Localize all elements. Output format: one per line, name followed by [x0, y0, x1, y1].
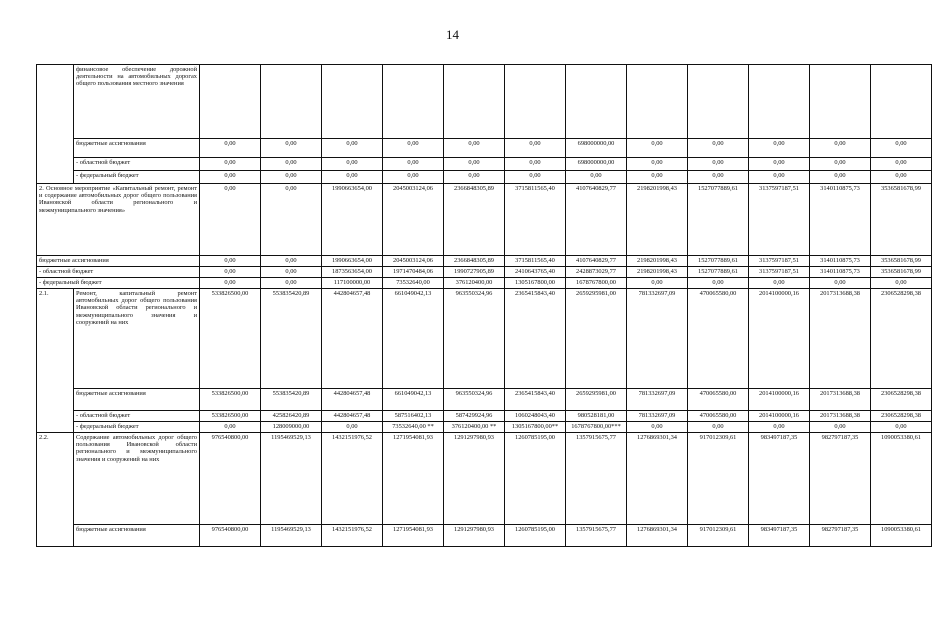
value-cell: 425826420,89 — [261, 411, 322, 422]
value-cell: 1260785195,00 — [505, 433, 566, 525]
value-cell: 917012309,61 — [688, 433, 749, 525]
table-row — [37, 65, 932, 139]
value-cell: 3715811565,40 — [505, 184, 566, 256]
value-cell: 0,00 — [444, 171, 505, 184]
value-cell: 442804657,48 — [322, 389, 383, 411]
value-cell: 1271954081,93 — [383, 525, 444, 547]
value-cell: 0,00 — [688, 278, 749, 289]
table-row — [37, 525, 932, 547]
table-row — [37, 289, 932, 389]
value-cell: 1432151976,52 — [322, 525, 383, 547]
value-cell: 0,00 — [505, 158, 566, 171]
value-cell: 1357915675,77 — [566, 433, 627, 525]
value-cell: 73532640,00 — [383, 278, 444, 289]
table-row — [37, 256, 932, 267]
value-cell: 781332697,09 — [627, 411, 688, 422]
value-cell: 0,00 — [322, 422, 383, 433]
value-cell: 0,00 — [261, 267, 322, 278]
value-cell: 3715811565,40 — [505, 256, 566, 267]
row-label: бюджетные ассигнования — [74, 389, 200, 411]
value-cell: 0,00 — [810, 278, 871, 289]
value-cell: 533826500,00 — [200, 389, 261, 411]
value-cell: 2198201998,43 — [627, 184, 688, 256]
value-cell: 0,00 — [505, 139, 566, 158]
value-cell: 963550324,96 — [444, 289, 505, 389]
table-row — [37, 389, 932, 411]
value-cell: 2428873029,77 — [566, 267, 627, 278]
value-cell: 1090053380,61 — [871, 433, 932, 525]
table-row — [37, 278, 932, 289]
value-cell: 982797187,35 — [810, 433, 871, 525]
value-cell: 4107640829,77 — [566, 184, 627, 256]
value-cell: 2365415843,40 — [505, 289, 566, 389]
value-cell: 0,00 — [261, 278, 322, 289]
value-cell: 553835420,89 — [261, 389, 322, 411]
value-cell: 470065580,00 — [688, 411, 749, 422]
value-cell: 0,00 — [749, 158, 810, 171]
value-cell: 2366848305,89 — [444, 256, 505, 267]
row-label: финансовое обеспечение дорожной деятельности на автомобильных дорогах общего пользования местного значения — [74, 65, 200, 139]
value-cell: 781332697,09 — [627, 389, 688, 411]
value-cell: 0,00 — [871, 422, 932, 433]
value-cell: 1990663654,00 — [322, 256, 383, 267]
value-cell: 0,00 — [505, 171, 566, 184]
value-cell — [749, 65, 810, 139]
value-cell: 3536581678,99 — [871, 256, 932, 267]
value-cell — [810, 65, 871, 139]
value-cell: 553835420,89 — [261, 289, 322, 389]
value-cell: 0,00 — [810, 171, 871, 184]
value-cell: 0,00 — [444, 158, 505, 171]
value-cell: 1305167800,00 — [505, 278, 566, 289]
value-cell: 2045003124,06 — [383, 256, 444, 267]
value-cell — [383, 65, 444, 139]
value-cell: 0,00 — [627, 278, 688, 289]
value-cell: 0,00 — [261, 184, 322, 256]
value-cell: 376120400,00 ** — [444, 422, 505, 433]
value-cell: 0,00 — [627, 171, 688, 184]
value-cell: 1060248043,40 — [505, 411, 566, 422]
table-row — [37, 184, 932, 256]
value-cell: 0,00 — [810, 158, 871, 171]
value-cell: 0,00 — [444, 139, 505, 158]
table-row — [37, 139, 932, 158]
value-cell: 0,00 — [688, 422, 749, 433]
value-cell: 0,00 — [627, 422, 688, 433]
value-cell: 533826500,00 — [200, 411, 261, 422]
table-row — [37, 267, 932, 278]
value-cell: 1276869301,34 — [627, 525, 688, 547]
value-cell: 2410643765,40 — [505, 267, 566, 278]
value-cell: 1527077889,61 — [688, 267, 749, 278]
page-number: 14 — [446, 27, 459, 42]
value-cell: 0,00 — [261, 158, 322, 171]
value-cell: 0,00 — [200, 139, 261, 158]
value-cell: 0,00 — [871, 278, 932, 289]
value-cell: 0,00 — [627, 139, 688, 158]
value-cell: 0,00 — [749, 422, 810, 433]
value-cell: 2365415843,40 — [505, 389, 566, 411]
value-cell — [871, 65, 932, 139]
value-cell: 0,00 — [871, 139, 932, 158]
value-cell: 3140110875,73 — [810, 256, 871, 267]
value-cell: 0,00 — [871, 171, 932, 184]
value-cell: 2014100000,16 — [749, 411, 810, 422]
value-cell — [688, 65, 749, 139]
value-cell: 3137597187,51 — [749, 267, 810, 278]
value-cell: 0,00 — [322, 139, 383, 158]
value-cell: 2017313688,38 — [810, 411, 871, 422]
value-cell: 698000000,00 — [566, 158, 627, 171]
value-cell: 2659295981,00 — [566, 389, 627, 411]
value-cell: 0,00 — [200, 158, 261, 171]
value-cell: 1357915675,77 — [566, 525, 627, 547]
value-cell: 0,00 — [200, 422, 261, 433]
value-cell: 2017313688,38 — [810, 289, 871, 389]
value-cell: 0,00 — [749, 139, 810, 158]
row-label: - областной бюджет — [74, 158, 200, 171]
value-cell: 1305167800,00** — [505, 422, 566, 433]
value-cell: 3140110875,73 — [810, 267, 871, 278]
row-label: бюджетные ассигнования — [74, 525, 200, 547]
value-cell: 117100000,00 — [322, 278, 383, 289]
value-cell: 1527077889,61 — [688, 184, 749, 256]
value-cell: 661049042,13 — [383, 289, 444, 389]
value-cell: 0,00 — [383, 158, 444, 171]
value-cell: 470065580,00 — [688, 389, 749, 411]
row-index — [37, 65, 74, 184]
value-cell: 1291297980,93 — [444, 433, 505, 525]
row-label: - федеральный бюджет — [74, 422, 200, 433]
value-cell: 982797187,35 — [810, 525, 871, 547]
value-cell: 0,00 — [688, 171, 749, 184]
value-cell: 1090053380,61 — [871, 525, 932, 547]
value-cell: 128009000,00 — [261, 422, 322, 433]
value-cell: 0,00 — [261, 256, 322, 267]
row-label: - федеральный бюджет — [74, 171, 200, 184]
value-cell: 1990727905,89 — [444, 267, 505, 278]
value-cell: 0,00 — [261, 171, 322, 184]
value-cell: 442804657,48 — [322, 289, 383, 389]
value-cell: 0,00 — [688, 158, 749, 171]
value-cell: 376120400,00 — [444, 278, 505, 289]
value-cell: 442804657,48 — [322, 411, 383, 422]
value-cell — [200, 65, 261, 139]
value-cell — [444, 65, 505, 139]
value-cell: 2014100000,16 — [749, 289, 810, 389]
value-cell: 1527077889,61 — [688, 256, 749, 267]
value-cell: 0,00 — [627, 158, 688, 171]
value-cell: 698000000,00 — [566, 139, 627, 158]
value-cell: 0,00 — [261, 139, 322, 158]
value-cell: 0,00 — [200, 256, 261, 267]
row-label: - федеральный бюджет — [37, 278, 200, 289]
value-cell: 3137597187,51 — [749, 184, 810, 256]
value-cell: 1678767800,00 — [566, 278, 627, 289]
value-cell: 2045003124,06 — [383, 184, 444, 256]
value-cell: 73532640,00 ** — [383, 422, 444, 433]
value-cell: 0,00 — [322, 171, 383, 184]
value-cell: 0,00 — [383, 139, 444, 158]
value-cell: 1271954081,93 — [383, 433, 444, 525]
budget-table-body — [37, 65, 932, 547]
value-cell — [322, 65, 383, 139]
value-cell: 2198201998,43 — [627, 267, 688, 278]
value-cell: 0,00 — [200, 278, 261, 289]
value-cell: 2306528298,38 — [871, 289, 932, 389]
value-cell: 2659295981,00 — [566, 289, 627, 389]
value-cell: 1195469529,13 — [261, 525, 322, 547]
value-cell: 0,00 — [810, 139, 871, 158]
row-label: бюджетные ассигнования — [74, 139, 200, 158]
value-cell: 0,00 — [688, 139, 749, 158]
value-cell: 0,00 — [200, 171, 261, 184]
budget-table — [36, 64, 932, 547]
value-cell: 1678767800,00*** — [566, 422, 627, 433]
value-cell: 0,00 — [810, 422, 871, 433]
value-cell: 781332697,09 — [627, 289, 688, 389]
table-row — [37, 422, 932, 433]
value-cell: 976540800,00 — [200, 525, 261, 547]
value-cell: 963550324,96 — [444, 389, 505, 411]
value-cell: 2366848305,89 — [444, 184, 505, 256]
value-cell: 976540800,00 — [200, 433, 261, 525]
value-cell: 2014100000,16 — [749, 389, 810, 411]
row-label: Содержание автомобильных дорог общего пользования Ивановской области регионального и межмуниципального значения и сооружений на них — [74, 433, 200, 525]
value-cell: 533826500,00 — [200, 289, 261, 389]
value-cell — [261, 65, 322, 139]
value-cell: 1260785195,00 — [505, 525, 566, 547]
value-cell — [505, 65, 566, 139]
value-cell: 0,00 — [383, 171, 444, 184]
value-cell: 917012309,61 — [688, 525, 749, 547]
value-cell: 1195469529,13 — [261, 433, 322, 525]
value-cell: 1432151976,52 — [322, 433, 383, 525]
value-cell: 2017313688,38 — [810, 389, 871, 411]
value-cell: 3137597187,51 — [749, 256, 810, 267]
table-row — [37, 411, 932, 422]
row-label: - областной бюджет — [37, 267, 200, 278]
table-row — [37, 171, 932, 184]
row-label: Ремонт, капитальный ремонт автомобильных дорог общего пользования Ивановской области регионального и межмуниципального значения и сооружений на них — [74, 289, 200, 389]
value-cell: 0,00 — [566, 171, 627, 184]
row-label: - областной бюджет — [74, 411, 200, 422]
value-cell: 2198201998,43 — [627, 256, 688, 267]
row-index: 2.2. — [37, 433, 74, 547]
row-label: бюджетные ассигнования — [37, 256, 200, 267]
row-index: 2.1. — [37, 289, 74, 433]
value-cell: 2306528298,38 — [871, 389, 932, 411]
value-cell: 3536581678,99 — [871, 184, 932, 256]
value-cell: 2306528298,38 — [871, 411, 932, 422]
value-cell: 1971470484,06 — [383, 267, 444, 278]
value-cell: 587429924,96 — [444, 411, 505, 422]
row-label: 2. Основное мероприятие «Капитальный ремонт, ремонт и содержание автомобильных дорог общего пользования Ивановской области регионального и межмуниципального значения» — [37, 184, 200, 256]
value-cell: 980528181,00 — [566, 411, 627, 422]
value-cell: 0,00 — [200, 184, 261, 256]
value-cell — [566, 65, 627, 139]
value-cell: 587516402,13 — [383, 411, 444, 422]
value-cell: 0,00 — [749, 171, 810, 184]
table-row — [37, 158, 932, 171]
table-row — [37, 433, 932, 525]
value-cell: 983497187,35 — [749, 525, 810, 547]
value-cell: 0,00 — [749, 278, 810, 289]
value-cell: 1873563654,00 — [322, 267, 383, 278]
value-cell: 1276869301,34 — [627, 433, 688, 525]
value-cell: 0,00 — [322, 158, 383, 171]
value-cell: 3140110875,73 — [810, 184, 871, 256]
value-cell: 4107640829,77 — [566, 256, 627, 267]
value-cell: 1990663654,00 — [322, 184, 383, 256]
value-cell: 3536581678,99 — [871, 267, 932, 278]
value-cell: 0,00 — [200, 267, 261, 278]
value-cell: 0,00 — [871, 158, 932, 171]
value-cell: 983497187,35 — [749, 433, 810, 525]
value-cell: 1291297980,93 — [444, 525, 505, 547]
value-cell: 661049042,13 — [383, 389, 444, 411]
value-cell: 470065580,00 — [688, 289, 749, 389]
value-cell — [627, 65, 688, 139]
